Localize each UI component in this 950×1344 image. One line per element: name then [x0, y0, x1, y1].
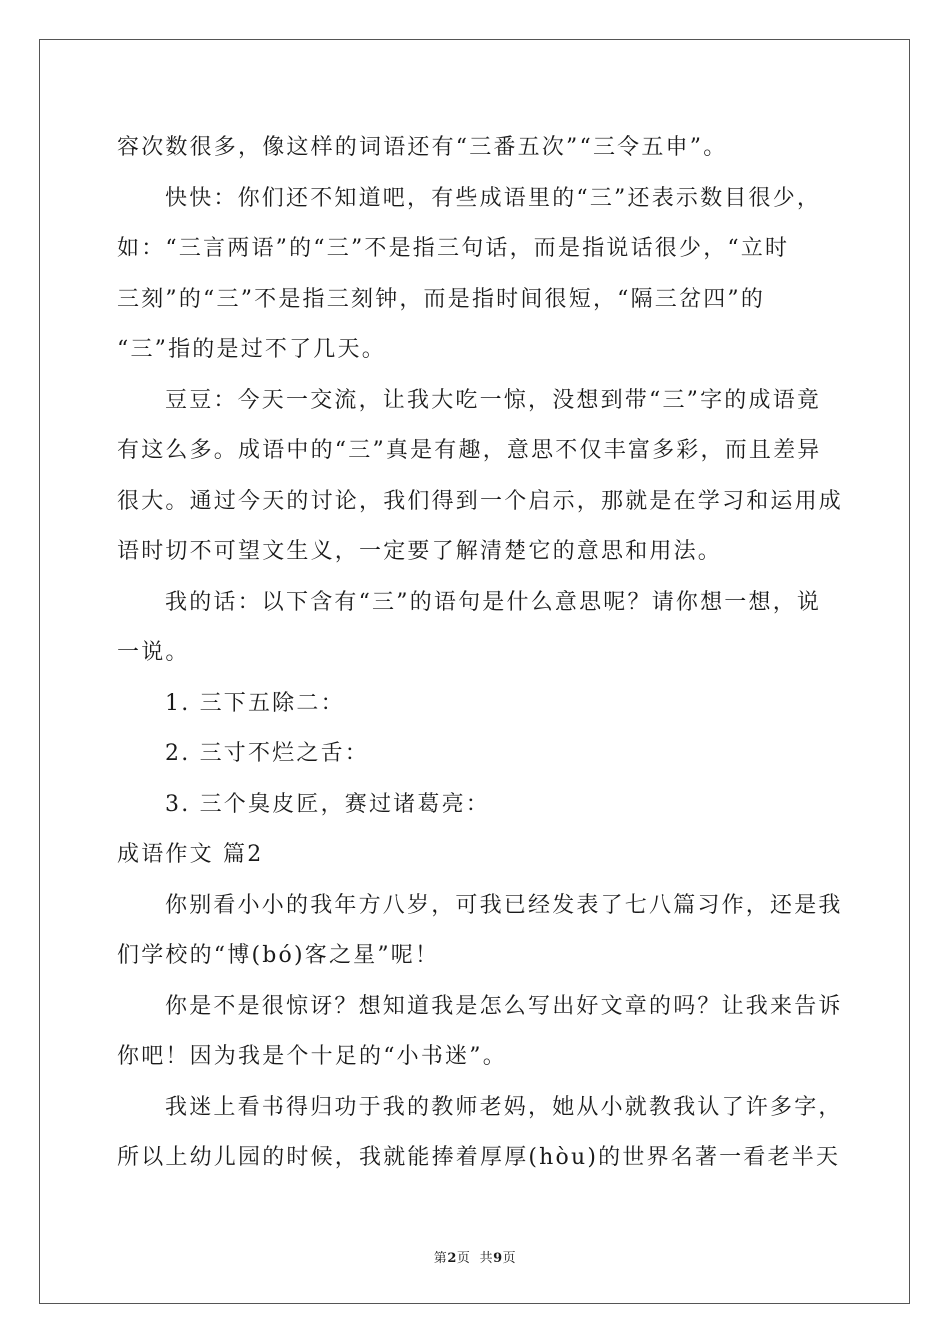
document-body — [117, 123, 844, 1184]
text-line: 所以上幼儿园的时候，我就能捧着厚厚(hòu)的世界名著一看老半天 — [117, 1145, 841, 1170]
text-line: 有这么多。成语中的“三”真是有趣，意思不仅丰富多彩，而且差异 — [117, 438, 822, 463]
footer-mid: 页 共 — [456, 1251, 494, 1266]
text-line: “三”指的是过不了几天。 — [117, 337, 386, 362]
text-line: 我的话：以下含有“三”的语句是什么意思呢？请你想一想，说 — [165, 589, 822, 615]
text-line: 一说。 — [117, 640, 190, 665]
total-page-number: 9 — [493, 1251, 503, 1266]
text-line: 你别看小小的我年方八岁，可我已经发表了七八篇习作，还是我 — [165, 892, 843, 918]
text-line: 你吧！因为我是个十足的“小书迷”。 — [117, 1044, 507, 1069]
page-footer — [0, 1247, 950, 1266]
text-line: 你是不是很惊讶？想知道我是怎么写出好文章的吗？让我来告诉 — [165, 993, 843, 1019]
text-line: 三刻”的“三”不是指三刻钟，而是指时间很短，“隔三岔四”的 — [117, 286, 766, 312]
section-heading: 成语作文 篇2 — [117, 842, 264, 867]
text-line: 我迷上看书得归功于我的教师老妈，她从小就教我认了许多字， — [165, 1094, 843, 1120]
current-page-number: 2 — [447, 1251, 457, 1266]
text-line: 容次数很多，像这样的词语还有“三番五次”“三令五申”。 — [117, 135, 728, 160]
footer-prefix: 第 — [433, 1251, 448, 1266]
text-line: 豆豆：今天一交流，让我大吃一惊，没想到带“三”字的成语竟 — [165, 387, 822, 413]
text-line: 们学校的“博(bó)客之星”呢！ — [117, 943, 440, 968]
list-item: 1. 三下五除二： — [165, 690, 345, 716]
text-line: 快快：你们还不知道吧，有些成语里的“三”还表示数目很少， — [165, 185, 822, 211]
footer-suffix: 页 — [502, 1251, 517, 1266]
list-item: 3. 三个臭皮匠，赛过诸葛亮： — [165, 791, 490, 817]
text-line: 语时切不可望文生义，一定要了解清楚它的意思和用法。 — [117, 539, 723, 564]
text-line: 如：“三言两语”的“三”不是指三句话，而是指说话很少，“立时 — [117, 236, 790, 261]
text-line: 很大。通过今天的讨论，我们得到一个启示，那就是在学习和运用成 — [117, 488, 844, 514]
list-item: 2. 三寸不烂之舌： — [165, 741, 369, 766]
